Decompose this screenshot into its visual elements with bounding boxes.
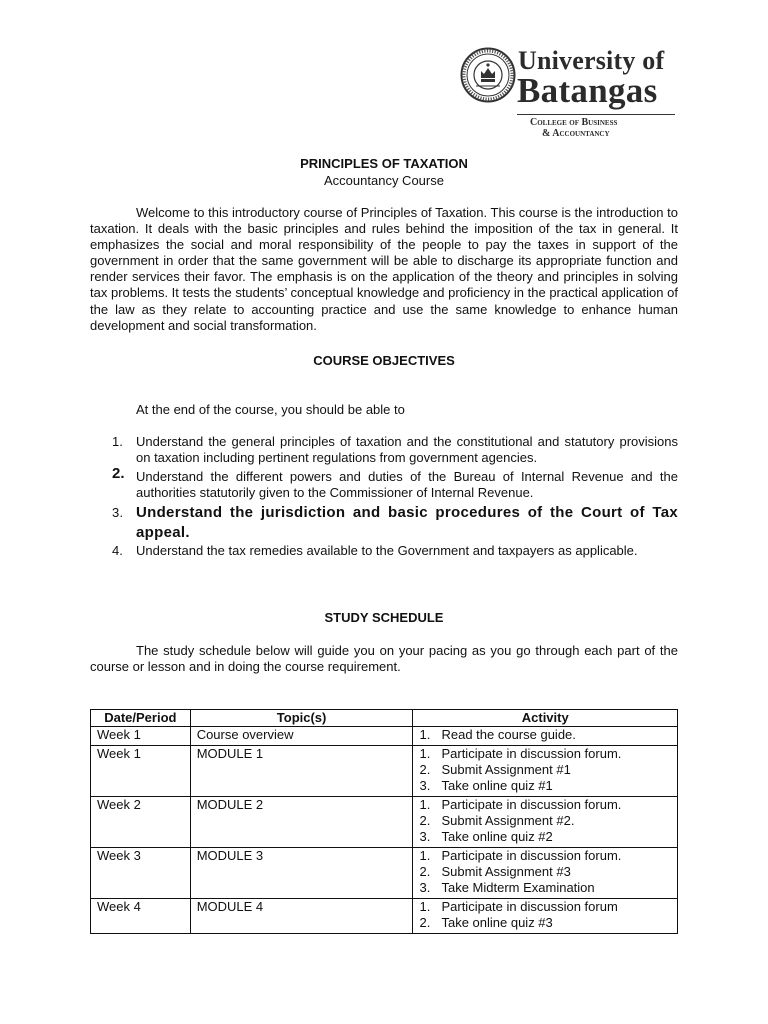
activity-item <box>419 727 677 743</box>
activity-item <box>419 746 677 762</box>
university-logo <box>460 44 680 140</box>
objective-item <box>90 465 678 501</box>
logo-divider <box>517 114 675 115</box>
objectives-intro: At the end of the course, you should be able to <box>136 402 405 417</box>
activity-item <box>419 762 677 778</box>
activity-text: Participate in discussion forum. <box>441 746 622 761</box>
cell-topic: Course overview <box>190 727 413 746</box>
objective-number: 1. <box>112 434 123 449</box>
column-header-activity: Activity <box>413 710 678 727</box>
objectives-heading: COURSE OBJECTIVES <box>313 353 455 368</box>
cell-period: Week 4 <box>91 899 191 934</box>
cell-period: Week 3 <box>91 848 191 899</box>
table-row <box>91 727 678 746</box>
table-row <box>91 848 678 899</box>
cell-activity <box>413 797 678 848</box>
cell-activity <box>413 848 678 899</box>
activity-item <box>419 778 677 794</box>
activity-number: 2. <box>419 762 431 777</box>
course-subtitle: Accountancy Course <box>324 173 444 188</box>
objective-text: Understand the different powers and duties of the Bureau of Internal Revenue and the authorities statutorily given to the Commissioner of Internal Revenue. <box>136 469 678 501</box>
activity-text: Participate in discussion forum. <box>441 848 622 863</box>
activity-item <box>419 899 677 915</box>
activity-number: 1. <box>419 899 431 914</box>
activity-number: 3. <box>419 880 431 895</box>
course-title: PRINCIPLES OF TAXATION <box>300 156 468 171</box>
table-row <box>91 746 678 797</box>
objectives-list <box>90 434 678 559</box>
objective-item <box>90 434 678 466</box>
activity-number: 2. <box>419 813 431 828</box>
schedule-heading: STUDY SCHEDULE <box>324 610 444 625</box>
activity-text: Take online quiz #3 <box>441 915 553 930</box>
college-name-line2: & Accountancy <box>542 128 610 139</box>
activity-item <box>419 848 677 864</box>
activity-text: Take online quiz #1 <box>441 778 553 793</box>
schedule-intro: The study schedule below will guide you on your pacing as you go through each part of the course or lesson and in doing the course requirement. <box>90 643 678 675</box>
table-row <box>91 797 678 848</box>
activity-text: Submit Assignment #1 <box>441 762 571 777</box>
activity-text: Participate in discussion forum <box>441 899 618 914</box>
activity-number: 1. <box>419 797 431 812</box>
column-header-topic: Topic(s) <box>190 710 413 727</box>
cell-activity <box>413 727 678 746</box>
university-seal-icon <box>460 47 516 103</box>
activity-item <box>419 864 677 880</box>
activity-text: Read the course guide. <box>441 727 576 742</box>
college-name <box>530 117 617 139</box>
cell-topic: MODULE 4 <box>190 899 413 934</box>
cell-period: Week 2 <box>91 797 191 848</box>
activity-list <box>419 899 677 933</box>
cell-activity <box>413 899 678 934</box>
activity-item <box>419 813 677 829</box>
activity-text: Submit Assignment #2. <box>441 813 575 828</box>
cell-period: Week 1 <box>91 727 191 746</box>
activity-number: 2. <box>419 915 431 930</box>
objective-text: Understand the jurisdiction and basic procedures of the Court of Tax appeal. <box>136 504 678 542</box>
objective-number: 2. <box>112 465 125 483</box>
cell-topic: MODULE 3 <box>190 848 413 899</box>
activity-list <box>419 727 677 745</box>
college-name-line1: College of Business <box>530 117 618 128</box>
university-name-line2: Batangas <box>517 71 658 110</box>
cell-activity <box>413 746 678 797</box>
activity-number: 1. <box>419 727 431 742</box>
activity-list <box>419 848 677 898</box>
activity-text: Participate in discussion forum. <box>441 797 622 812</box>
table-row <box>91 899 678 934</box>
objective-text: Understand the general principles of taxation and the constitutional and statutory provisions on taxation including pertinent regulations from government agencies. <box>136 434 678 466</box>
table-header-row <box>91 710 678 727</box>
activity-number: 1. <box>419 848 431 863</box>
column-header-period: Date/Period <box>91 710 191 727</box>
objective-number: 3. <box>112 505 124 521</box>
objective-item <box>90 543 678 559</box>
cell-topic: MODULE 2 <box>190 797 413 848</box>
activity-number: 2. <box>419 864 431 879</box>
objective-number: 4. <box>112 543 123 559</box>
activity-list <box>419 746 677 796</box>
activity-number: 3. <box>419 829 431 844</box>
cell-topic: MODULE 1 <box>190 746 413 797</box>
cell-period: Week 1 <box>91 746 191 797</box>
study-schedule-table <box>90 709 678 934</box>
activity-item <box>419 880 677 896</box>
activity-number: 1. <box>419 746 431 761</box>
activity-item <box>419 915 677 931</box>
activity-item <box>419 797 677 813</box>
activity-number: 3. <box>419 778 431 793</box>
university-name-line1: University of <box>518 46 665 75</box>
activity-list <box>419 797 677 847</box>
objective-text: Understand the tax remedies available to the Government and taxpayers as applicable. <box>136 543 638 559</box>
activity-text: Take online quiz #2 <box>441 829 553 844</box>
objective-item <box>90 503 678 543</box>
activity-item <box>419 829 677 845</box>
activity-text: Submit Assignment #3 <box>441 864 571 879</box>
activity-text: Take Midterm Examination <box>441 880 595 895</box>
welcome-paragraph: Welcome to this introductory course of Principles of Taxation. This course is the introduction to taxation. It deals with the basic principles and rules behind the imposition of the tax in general. It emphasizes the social and moral responsibility of the people to pay the taxes in support of the government in order that the same government will be able to discharge its appropriate function and render services their favor. The emphasis is on the application of the theory and principles in solving tax problems. It tests the students’ conceptual knowledge and proficiency in the practical application of the law as they relate to accounting practice and use the same knowledge to enhance human development and social transformation. <box>90 205 678 333</box>
